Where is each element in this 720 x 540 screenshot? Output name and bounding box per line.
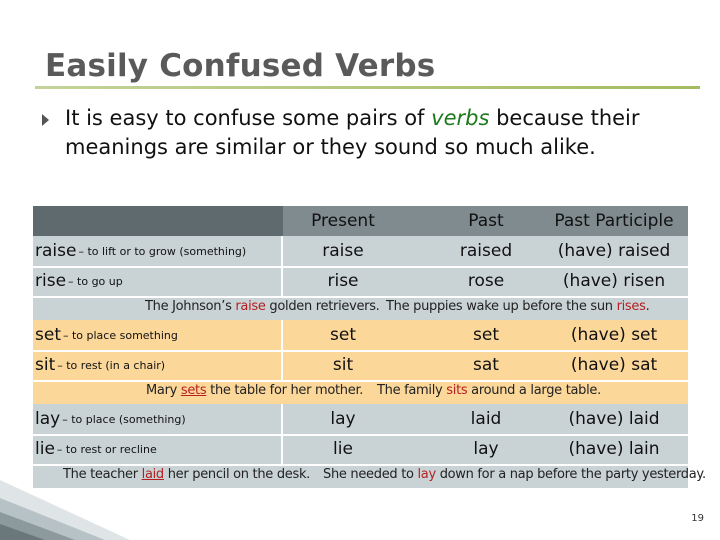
verb-cell	[35, 404, 186, 434]
example-text: She needed to	[323, 467, 418, 482]
table-row	[33, 434, 688, 464]
present-cell: sit	[332, 355, 354, 375]
example-text: down for a nap before the party yesterday.	[435, 467, 706, 482]
slide-title: Easily Confused Verbs	[45, 48, 436, 84]
past-cell: set	[473, 325, 499, 345]
header-corner-cell	[33, 206, 283, 236]
table-row	[33, 320, 688, 350]
example-text: .	[645, 299, 650, 314]
verb-definition: – to rest or recline	[56, 442, 157, 456]
example-text: The puppies wake up before the sun	[386, 299, 617, 314]
column-divider	[281, 350, 283, 380]
participle-cell: (have) risen	[562, 271, 666, 291]
intro-paragraph	[65, 104, 705, 162]
corner-decoration	[0, 450, 130, 540]
verb-word: lay	[35, 409, 61, 429]
header-present: Present	[311, 211, 375, 231]
past-cell: raised	[459, 241, 513, 261]
intro-text-after: because their meanings are similar or they sound so much alike.	[65, 106, 640, 159]
example-text: The Johnson’s	[145, 299, 236, 314]
column-divider	[281, 236, 283, 266]
verb-cell	[35, 350, 165, 380]
present-cell: raise	[322, 241, 364, 261]
participle-cell: (have) laid	[568, 409, 660, 429]
row-divider	[33, 380, 688, 382]
past-cell: rose	[467, 271, 505, 291]
verb-word: raise	[35, 241, 77, 261]
example-sentence	[377, 383, 601, 398]
header-past: Past	[468, 211, 504, 231]
column-divider	[281, 434, 283, 464]
example-highlight: sits	[446, 383, 468, 398]
participle-cell: (have) sat	[570, 355, 658, 375]
participle-cell: (have) raised	[557, 241, 671, 261]
verb-cell	[35, 236, 246, 266]
example-highlight: rises	[616, 299, 646, 314]
column-divider	[281, 320, 283, 350]
verb-word: lie	[35, 439, 55, 459]
present-cell: rise	[327, 271, 359, 291]
column-divider	[281, 266, 283, 296]
example-text: the table for her mother.	[206, 383, 364, 398]
table-row	[33, 404, 688, 434]
example-sentence	[146, 383, 363, 398]
table-row	[33, 236, 688, 266]
example-highlight: raise	[235, 299, 266, 314]
bullet-arrow-icon	[42, 114, 49, 126]
example-sentence	[145, 299, 380, 314]
example-text: Mary	[146, 383, 181, 398]
example-text: her pencil on the desk.	[163, 467, 311, 482]
example-text: around a large table.	[467, 383, 601, 398]
verb-cell	[35, 320, 178, 350]
row-divider	[33, 464, 688, 466]
participle-cell: (have) set	[570, 325, 658, 345]
header-past-participle: Past Participle	[554, 211, 674, 231]
table-header-row	[33, 206, 688, 236]
present-cell: lie	[333, 439, 353, 459]
past-cell: laid	[470, 409, 502, 429]
present-cell: lay	[330, 409, 356, 429]
verb-word: set	[35, 325, 61, 345]
title-underline	[35, 86, 700, 89]
verb-definition: – to lift or to grow (something)	[78, 244, 247, 258]
verb-word: rise	[35, 271, 67, 291]
verb-cell	[35, 266, 123, 296]
verb-word: sit	[35, 355, 56, 375]
verb-definition: – to place (something)	[62, 412, 186, 426]
table-row	[33, 266, 688, 296]
page-number: 19	[691, 513, 704, 524]
verb-definition: – to place something	[62, 328, 178, 342]
example-highlight: laid	[141, 467, 164, 482]
verb-definition: – to go up	[68, 274, 123, 288]
row-divider	[33, 296, 688, 298]
example-text: golden retrievers.	[265, 299, 380, 314]
example-highlight: lay	[417, 467, 436, 482]
participle-cell: (have) lain	[568, 439, 660, 459]
past-cell: sat	[473, 355, 499, 375]
table-row	[33, 350, 688, 380]
verb-definition: – to rest (in a chair)	[57, 358, 166, 372]
example-text: The family	[377, 383, 447, 398]
past-cell: lay	[473, 439, 499, 459]
example-sentence	[323, 467, 706, 482]
column-divider	[281, 404, 283, 434]
example-text: The teacher	[63, 467, 142, 482]
intro-text-before: It is easy to confuse some pairs of	[65, 106, 432, 130]
example-highlight: sets	[180, 383, 207, 398]
intro-emphasis: verbs	[431, 106, 490, 130]
present-cell: set	[330, 325, 356, 345]
example-sentence	[386, 299, 649, 314]
